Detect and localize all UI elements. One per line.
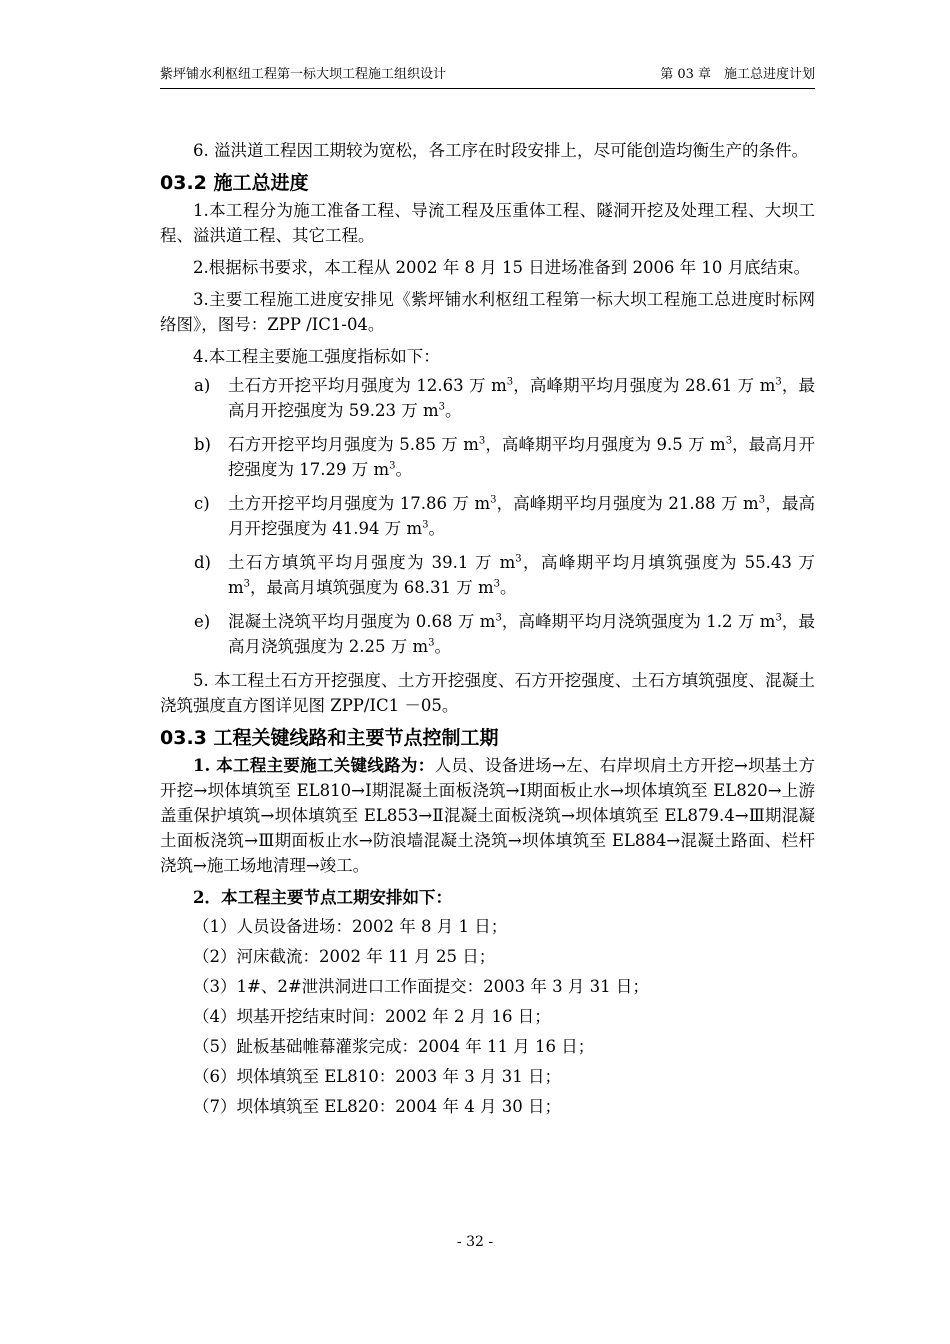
section-heading-03-3: 03.3 工程关键线路和主要节点控制工期 bbox=[160, 727, 499, 749]
document-body bbox=[160, 138, 815, 1124]
critical-path-label: 1. 本工程主要施工关键线路为： bbox=[193, 756, 435, 775]
page-number: - 32 - bbox=[456, 1234, 494, 1250]
list-item: b) 石方开挖平均月强度为 5.85 万 $m^3$，高峰期平均月强度为 9.5 万 $m^3$，最高月开挖强度为 17.29 万 $m^3$。 bbox=[194, 435, 816, 479]
section-heading-03-2: 03.2 施工总进度 bbox=[160, 172, 309, 194]
paragraph-2-4: 4.本工程主要施工强度指标如下： bbox=[193, 347, 440, 366]
page-header bbox=[160, 66, 815, 89]
paragraph-2-1: 1.本工程分为施工准备工程、导流工程及压重体工程、隧洞开挖及处理工程、大坝工程、溢洪道工程、其它工程。 bbox=[160, 201, 815, 245]
list-item: c) 土方开挖平均月强度为 17.86 万 $m^3$，高峰期平均月强度为 21.88 万 $m^3$，最高月开挖强度为 41.94 万 $m^3$。 bbox=[194, 494, 815, 538]
critical-path-text: 人员、设备进场→左、右岸坝肩土方开挖→坝基土方开挖→坝体填筑至 EL810→Ⅰ期混凝土面板浇筑→Ⅰ期面板止水→坝体填筑至 EL820→上游盖重保护填筑→坝体填筑至 EL853→Ⅱ混凝土面板浇筑→坝体填筑至 EL879.4→Ⅲ期混凝土面板浇筑→Ⅲ期面板止水→防浪墙混凝土浇筑→坝体填筑至 EL884→混凝土路面、栏杆浇筑→施工场地清理→竣工。 bbox=[160, 756, 815, 875]
paragraph-2-3: 3.主要工程施工进度安排见《紫坪铺水利枢纽工程第一标大坝工程施工总进度时标网络图》，图号：ZPP /IC1-04。 bbox=[160, 290, 815, 334]
list-item: e) 混凝土浇筑平均月强度为 0.68 万 $m^3$，高峰期平均月浇筑强度为 1.2 万 $m^3$，最高月浇筑强度为 2.25 万 $m^3$。 bbox=[194, 612, 816, 656]
list-item: （3）1#、2#泄洪洞进口工作面提交：2003 年 3 月 31 日； bbox=[193, 977, 649, 996]
header-document-title: 紫坪铺水利枢纽工程第一标大坝工程施工组织设计 bbox=[160, 67, 447, 82]
paragraph-2-2: 2.根据标书要求，本工程从 2002 年 8 月 15 日进场准备到 2006 年 10 月底结束。 bbox=[193, 258, 811, 277]
paragraph-intro: 6. 溢洪道工程因工期较为宽松，各工序在时段安排上，尽可能创造均衡生产的条件。 bbox=[193, 141, 808, 160]
paragraph-3-2: 2．本工程主要节点工期安排如下： bbox=[193, 888, 452, 907]
paragraph-3-1 bbox=[160, 753, 815, 878]
list-item: （6）坝体填筑至 EL810：2003 年 3 月 31 日； bbox=[193, 1067, 561, 1086]
list-item: （1）人员设备进场：2002 年 8 月 1 日； bbox=[193, 917, 508, 936]
list-item: a) 土石方开挖平均月强度为 12.63 万 $m^3$，高峰期平均月强度为 28.61 万 $m^3$，最高月开挖强度为 59.23 万 $m^3$。 bbox=[194, 376, 815, 420]
list-item: （7）坝体填筑至 EL820：2004 年 4 月 30 日； bbox=[193, 1097, 561, 1116]
list-item: （5）趾板基础帷幕灌浆完成：2004 年 11 月 16 日； bbox=[193, 1037, 595, 1056]
paragraph-2-5: 5. 本工程土石方开挖强度、土方开挖强度、石方开挖强度、土石方填筑强度、混凝土浇筑强度直方图详见图 ZPP/IC1 －05。 bbox=[160, 671, 815, 715]
list-item: （2）河床截流：2002 年 11 月 25 日； bbox=[193, 947, 496, 966]
header-chapter-title: 第 03 章 施工总进度计划 bbox=[660, 67, 815, 82]
list-item: d) 土石方填筑平均月强度为 39.1 万 $m^3$，高峰期平均月填筑强度为 55.43 万 $m^3$，最高月填筑强度为 68.31 万 $m^3$。 bbox=[194, 553, 815, 597]
list-item: （4）坝基开挖结束时间：2002 年 2 月 16 日； bbox=[193, 1007, 551, 1026]
